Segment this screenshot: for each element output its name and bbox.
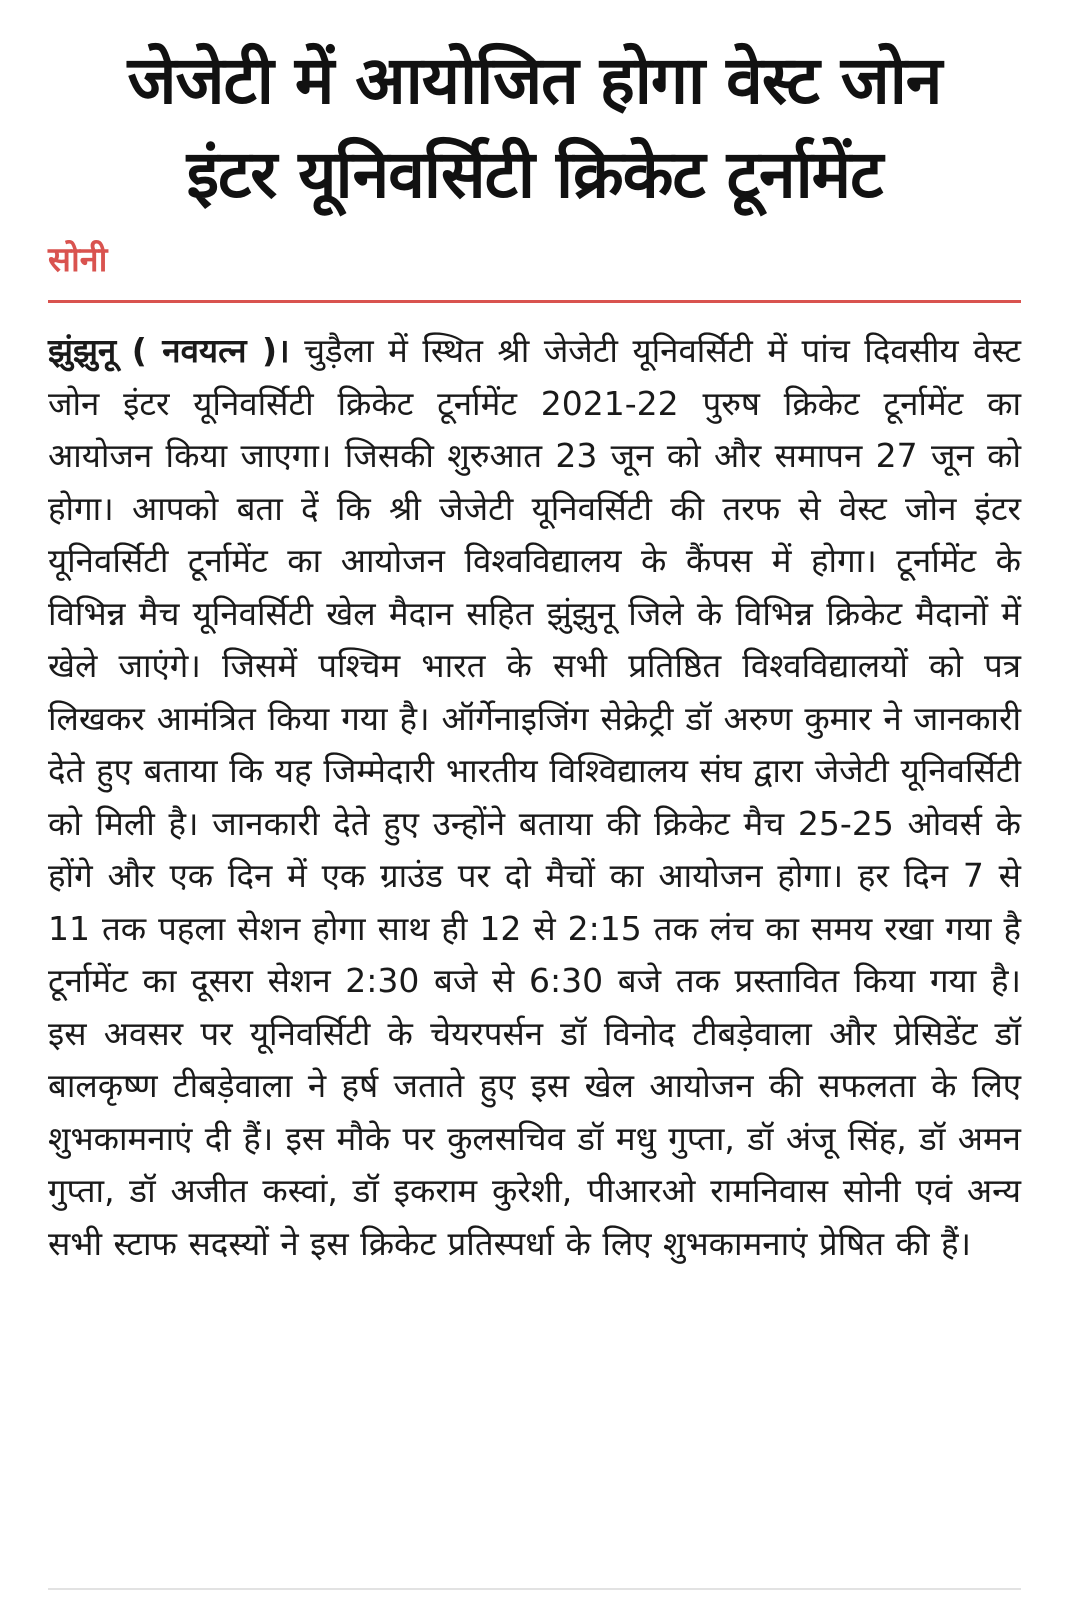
next-article-fragment — [48, 1588, 1021, 1612]
body-text: चुड़ैला में स्थित श्री जेजेटी यूनिवर्सिटी में पांच दिवसीय वेस्ट जोन इंटर यूनिवर्सिटी क्रिकेट टूर्नामेंट 2021-22 पुरुष क्रिकेट टूर्नामेंट का आयोजन किया जाएगा। जिसकी शुरुआत 23 जून को और समापन 27 जून को होगा। आपको बता दें कि श्री जेजेटी यूनिवर्सिटी की तरफ से वेस्ट जोन इंटर यूनिवर्सिटी टूर्नामेंट का आयोजन विश्वविद्यालय के कैंपस में होगा। टूर्नामेंट के विभिन्न मैच यूनिवर्सिटी खेल मैदान सहित झुंझुनू जिले के विभिन्न क्रिकेट मैदानों में खेले जाएंगे। जिसमें पश्चिम भारत के सभी प्रतिष्ठित विश्वविद्यालयों को पत्र लिखकर आमंत्रित किया गया है। ऑर्गेनाइजिंग सेक्रेट्री डॉ अरुण कुमार ने जानकारी देते हुए बताया कि यह जिम्मेदारी भारतीय विश्विद्यालय संघ द्वारा जेजेटी यूनिवर्सिटी को मिली है। जानकारी देते हुए उन्होंने बताया की क्रिकेट मैच 25-25 ओवर्स के होंगे और एक दिन में एक ग्राउंड पर दो मैचों का आयोजन होगा। हर दिन 7 से 11 तक पहला सेशन होगा साथ ही 12 से 2:15 तक लंच का समय रखा गया है टूर्नामेंट का दूसरा सेशन 2:30 बजे से 6:30 बजे तक प्रस्तावित किया गया है। इस अवसर पर यूनिवर्सिटी के चेयरपर्सन डॉ विनोद टीबड़ेवाला और प्रेसिडेंट डॉ बालकृष्ण टीबड़ेवाला ने हर्ष जताते हुए इस खेल आयोजन की सफलता के लिए शुभकामनाएं दी हैं। इस मौके पर कुलसचिव डॉ मधु गुप्ता, डॉ अंजू सिंह, डॉ अमन गुप्ता, डॉ अजीत कस्वां, डॉ इकराम कुरेशी, पीआरओ रामनिवास सोनी एवं अन्य सभी स्टाफ सदस्यों ने इस क्रिकेट प्रतिस्पर्धा के लिए शुभकामनाएं प्रेषित की हैं। — [48, 331, 1021, 1263]
dateline: झुंझुनू ( नवयत्न )। — [48, 331, 290, 370]
byline: सोनी — [48, 240, 108, 280]
divider — [48, 300, 1021, 303]
article-body — [48, 325, 1021, 1270]
headline-line-1: जेजेटी में आयोजित होगा वेस्ट जोन — [127, 42, 942, 119]
headline — [48, 0, 1021, 222]
headline-line-2: इंटर यूनिवर्सिटी क्रिकेट टूर्नामेंट — [186, 136, 883, 213]
